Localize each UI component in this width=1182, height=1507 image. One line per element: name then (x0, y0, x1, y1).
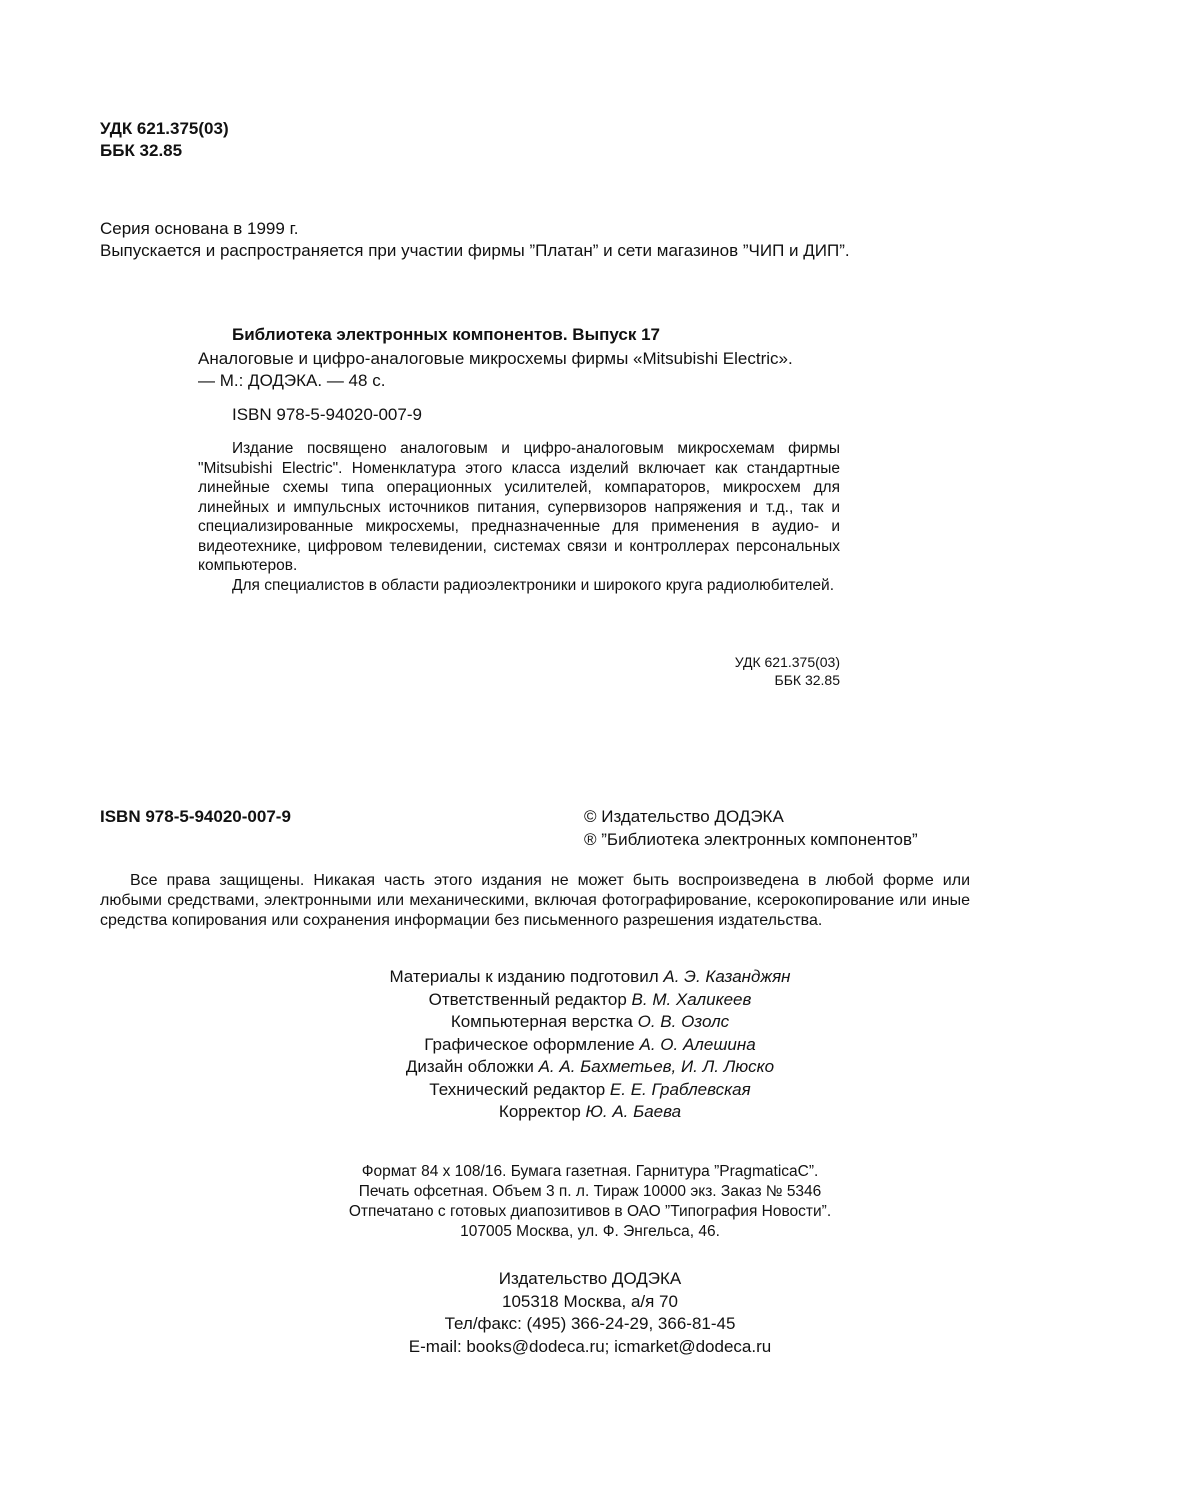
imprint-printer: Отпечатано с готовых диапозитивов в ОАО ”Типография Новости”. (348, 1203, 832, 1220)
isbn-line: ISBN 978-5-94020-007-9 (232, 405, 422, 424)
credit-line (290, 1011, 890, 1034)
bbk-small: ББК 32.85 (774, 672, 840, 688)
series-founded: Серия основана в 1999 г. (100, 219, 299, 238)
credit-role: Технический редактор (429, 1079, 606, 1099)
publisher-name: Издательство ДОДЭКА (498, 1269, 682, 1288)
annotation-paragraph-1: Издание посвящено аналоговым и цифро-аналоговым микросхемам фирмы "Mitsubishi Electric". Номенклатура этого класса изделий включает как стандартные линейные схемы типа операционных усилителей, компараторов, микросхем для линейных и импульсных источников питания, супервизоров напряжения и т.д., так и специализированные микросхемы, предназначенные для применения в аудио- и видеотехнике, цифровом телевидении, системах связи и контроллерах персональных компьютеров. (198, 440, 840, 574)
credit-role: Материалы к изданию подготовил (389, 967, 659, 986)
credit-role: Графическое оформление (424, 1034, 635, 1054)
imprint-address: 107005 Москва, ул. Ф. Энгельса, 46. (460, 1223, 720, 1240)
credit-person: Ю. А. Баева (585, 1102, 682, 1121)
imprint-print: Печать офсетная. Объем 3 п. л. Тираж 10000 экз. Заказ № 5346 (358, 1183, 822, 1200)
credit-line (290, 989, 890, 1012)
credit-person: А. О. Алешина (639, 1034, 756, 1054)
publisher-contacts (290, 1268, 890, 1358)
book-subtitle: Аналоговые и цифро-аналоговые микросхемы фирмы «Mitsubishi Electric». (198, 349, 793, 368)
publisher-phone: Тел/факс: (495) 366-24-29, 366-81-45 (444, 1314, 736, 1333)
credit-person: В. М. Халикеев (631, 989, 752, 1009)
credit-person: Е. Е. Граблевская (609, 1079, 751, 1099)
credit-line (290, 1034, 890, 1057)
credit-person: А. А. Бахметьев, И. Л. Люско (538, 1057, 775, 1076)
imprint-format: Формат 84 х 108/16. Бумага газетная. Гарнитура ”PragmaticaC”. (361, 1163, 819, 1180)
credit-role: Корректор (498, 1102, 581, 1121)
publisher-address: 105318 Москва, а/я 70 (502, 1291, 678, 1311)
rights-notice: Все права защищены. Никакая часть этого издания не может быть воспроизведена в любой форме или любыми средствами, электронными или механическими, включая фотографирование, ксерокопирование или иные средства копирования или сохранения информации без письменного разрешения издательства. (100, 872, 970, 929)
bbk-top: ББК 32.85 (100, 141, 183, 160)
credit-role: Ответственный редактор (428, 989, 627, 1009)
publisher-line: — М.: ДОДЭКА. — 48 с. (198, 371, 386, 390)
isbn-bold: ISBN 978-5-94020-007-9 (100, 807, 291, 826)
credit-line (290, 1056, 890, 1079)
publisher-email: E-mail: books@dodeca.ru; icmarket@dodeca.ru (408, 1336, 772, 1356)
credit-role: Компьютерная верстка (450, 1012, 633, 1031)
credit-person: А. Э. Казанджян (663, 967, 791, 986)
book-title: Библиотека электронных компонентов. Выпуск 17 (232, 325, 660, 344)
copyright-trademark: ® ”Библиотека электронных компонентов” (584, 830, 918, 849)
credit-line (290, 966, 890, 989)
annotation-paragraph-2: Для специалистов в области радиоэлектроники и широкого круга радиолюбителей. (232, 576, 834, 594)
credits (290, 966, 890, 1124)
series-published-with: Выпускается и распространяется при участии фирмы ”Платан” и сети магазинов ”ЧИП и ДИП”. (100, 241, 850, 260)
copyright-publisher: © Издательство ДОДЭКА (584, 807, 784, 826)
credit-person: О. В. Озолс (637, 1012, 730, 1031)
imprint (290, 1162, 890, 1242)
credit-line (290, 1101, 890, 1124)
credit-line (290, 1079, 890, 1102)
credit-role: Дизайн обложки (405, 1057, 534, 1076)
udk-top: УДК 621.375(03) (100, 119, 229, 138)
annotation (198, 439, 840, 595)
udk-small: УДК 621.375(03) (734, 654, 840, 670)
